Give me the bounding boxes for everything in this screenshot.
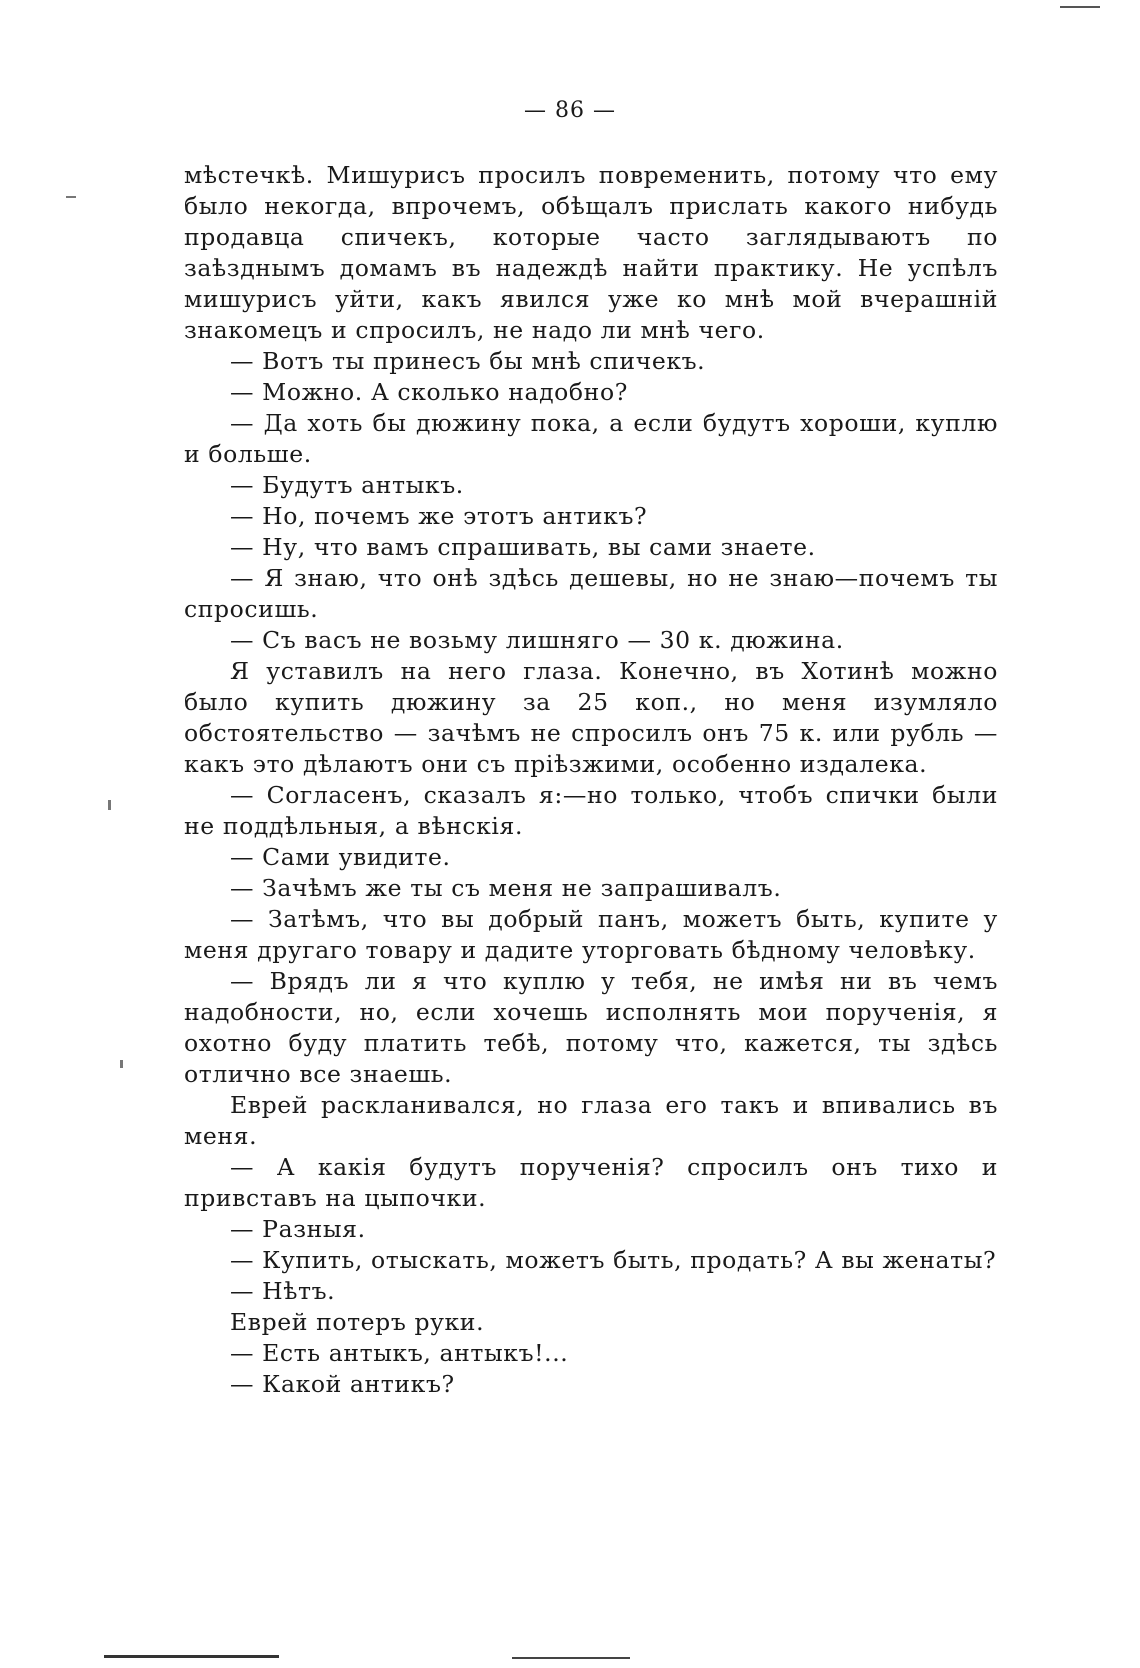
paragraph: — Будутъ антыкъ. (230, 471, 464, 499)
paragraph: — Вотъ ты принесъ бы мнѣ спичекъ. (230, 347, 706, 375)
paragraph: — Затѣмъ, что вы добрый панъ, можетъ быть, купите у меня другаго товару и дадите уторговать бѣдному человѣку. (184, 905, 998, 964)
paragraph: — Ну, что вамъ спрашивать, вы сами знаете. (230, 533, 816, 561)
paragraph: — А какія будутъ порученія? спросилъ онъ тихо и привставъ на цыпочки. (184, 1153, 998, 1212)
body-text (184, 160, 998, 1400)
paragraph: — Съ васъ не возьму лишняго — 30 к. дюжина. (230, 626, 844, 654)
paragraph: — Но, почемъ же этотъ антикъ? (230, 502, 648, 530)
paragraph: — Да хоть бы дюжину пока, а если будутъ хороши, куплю и больше. (184, 409, 998, 468)
paragraph: Я уставилъ на него глаза. Конечно, въ Хотинѣ можно было купить дюжину за 25 коп., но меня изумляло обстоятельство — зачѣмъ не спросилъ онъ 75 к. или рубль — какъ это дѣлаютъ они съ пріѣзжими, особенно издалека. (184, 657, 998, 778)
scan-artifact (66, 196, 76, 198)
page-number: — 86 — (524, 98, 616, 123)
scan-artifact (120, 1060, 123, 1068)
paragraph: — Нѣтъ. (230, 1277, 336, 1305)
scan-artifact (108, 800, 111, 810)
paragraph: Еврей раскланивался, но глаза его такъ и впивались въ меня. (184, 1091, 998, 1150)
paragraph: — Я знаю, что онѣ здѣсь дешевы, но не знаю—почемъ ты спросишь. (184, 564, 998, 623)
paragraph: — Согласенъ, сказалъ я:—но только, чтобъ спички были не поддѣльныя, а вѣнскія. (184, 781, 998, 840)
paragraph: — Есть антыкъ, антыкъ!... (230, 1339, 569, 1367)
paragraph: — Зачѣмъ же ты съ меня не запрашивалъ. (230, 874, 782, 902)
footer-rule (104, 1655, 279, 1658)
footer-rule (512, 1657, 630, 1659)
paragraph: — Какой антикъ? (230, 1370, 455, 1398)
paragraph: мѣстечкѣ. Мишурисъ просилъ повременить, потому что ему было некогда, впрочемъ, обѣщалъ прислать какого нибудь продавца спичекъ, которые часто заглядываютъ по заѣзднымъ домамъ въ надеждѣ найти практику. Не успѣлъ мишурисъ уйти, какъ явился уже ко мнѣ мой вчерашній знакомецъ и спросилъ, не надо ли мнѣ чего. (184, 161, 998, 344)
paragraph: — Врядъ ли я что куплю у тебя, не имѣя ни въ чемъ надобности, но, если хочешь исполнять мои порученія, я охотно буду платить тебѣ, потому что, кажется, ты здѣсь отлично все знаешь. (184, 967, 998, 1088)
paragraph: — Можно. А сколько надобно? (230, 378, 628, 406)
paragraph: — Купить, отыскать, можетъ быть, продать? А вы женаты? (230, 1246, 997, 1274)
paragraph: — Разныя. (230, 1215, 366, 1243)
scan-artifact (1060, 6, 1100, 8)
paragraph: Еврей потеръ руки. (230, 1308, 485, 1336)
paragraph: — Сами увидите. (230, 843, 451, 871)
